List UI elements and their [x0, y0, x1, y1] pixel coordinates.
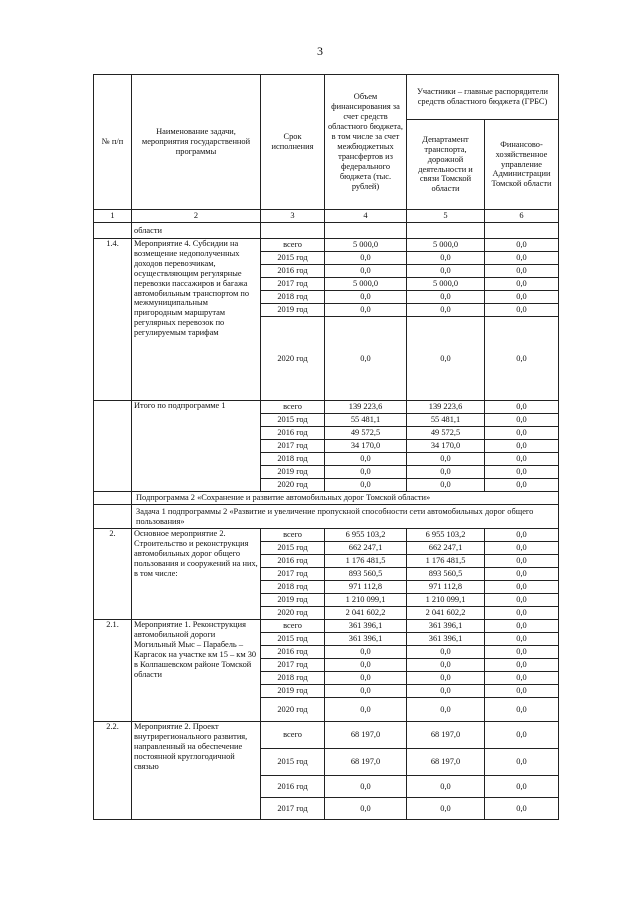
volume-cell: 1 210 099,1 — [325, 594, 407, 607]
header-index-5: 5 — [407, 210, 485, 223]
term-cell: 2017 год — [261, 798, 325, 820]
header-volume: Объем финансирования за счет средств областного бюджета, в том числе за счет межбюджетных трансфертов из федерального бюджета (тыс. рублей) — [325, 75, 407, 210]
term-cell: 2020 год — [261, 317, 325, 401]
volume-cell: 361 396,1 — [325, 620, 407, 633]
dept-cell: 0,0 — [407, 304, 485, 317]
fin-cell: 0,0 — [485, 581, 559, 594]
fin-cell: 0,0 — [485, 672, 559, 685]
dept-cell: 361 396,1 — [407, 620, 485, 633]
dept-cell: 0,0 — [407, 317, 485, 401]
financing-table — [93, 74, 559, 820]
dept-cell: 0,0 — [407, 453, 485, 466]
page-number: 3 — [317, 44, 323, 58]
dept-cell: 5 000,0 — [407, 278, 485, 291]
fin-cell: 0,0 — [485, 555, 559, 568]
header-num: № п/п — [94, 75, 132, 210]
term-cell: 2018 год — [261, 453, 325, 466]
dept-cell: 0,0 — [407, 672, 485, 685]
fin-cell: 0,0 — [485, 633, 559, 646]
term-cell: 2017 год — [261, 568, 325, 581]
item-number: 1.4. — [94, 239, 132, 401]
term-cell: 2019 год — [261, 594, 325, 607]
term-cell: 2018 год — [261, 581, 325, 594]
volume-cell: 0,0 — [325, 291, 407, 304]
dept-cell: 893 560,5 — [407, 568, 485, 581]
fin-cell: 0,0 — [485, 749, 559, 776]
term-cell: 2017 год — [261, 440, 325, 453]
caption-num-cell — [94, 492, 132, 505]
term-cell: 2019 год — [261, 304, 325, 317]
header-participants: Участники – главные распорядители средств областного бюджета (ГРБС) — [407, 75, 559, 120]
dept-cell: 2 041 602,2 — [407, 607, 485, 620]
term-cell: 2016 год — [261, 555, 325, 568]
item-name: Основное мероприятие 2. Строительство и реконструкция автомобильных дорог общего пользования и сооружений на них, в том числе: — [132, 529, 261, 620]
term-cell: 2020 год — [261, 607, 325, 620]
header-index-4: 4 — [325, 210, 407, 223]
item-number: 2.2. — [94, 722, 132, 820]
caption-num-cell — [94, 505, 132, 529]
header-index-6: 6 — [485, 210, 559, 223]
fin-cell: 0,0 — [485, 646, 559, 659]
table-row — [94, 401, 559, 414]
volume-cell: 1 176 481,5 — [325, 555, 407, 568]
header-term: Срок исполнения — [261, 75, 325, 210]
volume-cell: 0,0 — [325, 317, 407, 401]
volume-cell: 0,0 — [325, 659, 407, 672]
fin-cell: 0,0 — [485, 798, 559, 820]
item-name: Мероприятие 4. Субсидии на возмещение недополученных доходов перевозчикам, осуществляющим регулярные перевозки пассажиров и багажа автомобильным транспортом по межмуниципальным пригородным маршрутам регулярных перевозок по регулируемым тарифам — [132, 239, 261, 401]
dept-cell: 0,0 — [407, 252, 485, 265]
table-row — [94, 239, 559, 252]
fin-cell: 0,0 — [485, 607, 559, 620]
fin-cell: 0,0 — [485, 317, 559, 401]
volume-cell: 68 197,0 — [325, 722, 407, 749]
fin-cell: 0,0 — [485, 304, 559, 317]
item-name: Мероприятие 1. Реконструкция автомобильной дороги Могильный Мыс – Парабель – Каргасок на участке км 15 – км 30 в Колпашевском районе Томской области — [132, 620, 261, 722]
term-cell: 2015 год — [261, 633, 325, 646]
volume-cell: 0,0 — [325, 672, 407, 685]
term-cell: 2015 год — [261, 749, 325, 776]
fin-cell: 0,0 — [485, 466, 559, 479]
table-row — [94, 529, 559, 542]
volume-cell: 49 572,5 — [325, 427, 407, 440]
fin-cell: 0,0 — [485, 291, 559, 304]
volume-cell: 0,0 — [325, 466, 407, 479]
term-cell: 2017 год — [261, 659, 325, 672]
term-cell: 2015 год — [261, 252, 325, 265]
dept-cell: 5 000,0 — [407, 239, 485, 252]
fin-cell: 0,0 — [485, 440, 559, 453]
volume-cell: 0,0 — [325, 453, 407, 466]
table-row — [94, 722, 559, 749]
dept-cell: 68 197,0 — [407, 749, 485, 776]
header-name: Наименование задачи, мероприятия государственной программы — [132, 75, 261, 210]
fin-cell: 0,0 — [485, 698, 559, 722]
volume-cell: 0,0 — [325, 479, 407, 492]
dept-cell: 0,0 — [407, 265, 485, 278]
dept-cell: 0,0 — [407, 685, 485, 698]
item-number — [94, 401, 132, 492]
volume-cell: 0,0 — [325, 304, 407, 317]
volume-cell: 139 223,6 — [325, 401, 407, 414]
term-cell: всего — [261, 401, 325, 414]
volume-cell: 55 481,1 — [325, 414, 407, 427]
volume-cell: 6 955 103,2 — [325, 529, 407, 542]
dept-cell: 68 197,0 — [407, 722, 485, 749]
volume-cell: 662 247,1 — [325, 542, 407, 555]
volume-cell: 971 112,8 — [325, 581, 407, 594]
volume-cell: 361 396,1 — [325, 633, 407, 646]
volume-cell: 5 000,0 — [325, 278, 407, 291]
volume-cell: 2 041 602,2 — [325, 607, 407, 620]
dept-cell: 6 955 103,2 — [407, 529, 485, 542]
item-name: Мероприятие 2. Проект внутрирегионального развития, направленный на обеспечение постоянной круглогодичной связью — [132, 722, 261, 820]
term-cell: 2019 год — [261, 466, 325, 479]
fin-cell: 0,0 — [485, 722, 559, 749]
header-dept: Департамент транспорта, дорожной деятельности и связи Томской области — [407, 120, 485, 210]
continuation-text: области — [132, 223, 261, 239]
header-index-1: 1 — [94, 210, 132, 223]
term-cell: 2020 год — [261, 479, 325, 492]
volume-cell: 5 000,0 — [325, 239, 407, 252]
term-cell: 2018 год — [261, 291, 325, 304]
term-cell: 2016 год — [261, 265, 325, 278]
dept-cell: 0,0 — [407, 479, 485, 492]
fin-cell: 0,0 — [485, 239, 559, 252]
fin-cell: 0,0 — [485, 427, 559, 440]
fin-cell: 0,0 — [485, 453, 559, 466]
fin-cell: 0,0 — [485, 776, 559, 798]
volume-cell: 893 560,5 — [325, 568, 407, 581]
header-fin: Финансово-хозяйственное управление Администрации Томской области — [485, 120, 559, 210]
term-cell: 2019 год — [261, 685, 325, 698]
volume-cell: 0,0 — [325, 798, 407, 820]
term-cell: 2018 год — [261, 672, 325, 685]
dept-cell: 0,0 — [407, 646, 485, 659]
fin-cell: 0,0 — [485, 252, 559, 265]
dept-cell: 49 572,5 — [407, 427, 485, 440]
header-index-3: 3 — [261, 210, 325, 223]
fin-cell: 0,0 — [485, 542, 559, 555]
dept-cell: 361 396,1 — [407, 633, 485, 646]
term-cell: 2016 год — [261, 646, 325, 659]
term-cell: 2020 год — [261, 698, 325, 722]
term-cell: 2017 год — [261, 278, 325, 291]
dept-cell: 0,0 — [407, 466, 485, 479]
term-cell: всего — [261, 620, 325, 633]
dept-cell: 0,0 — [407, 698, 485, 722]
volume-cell: 0,0 — [325, 776, 407, 798]
fin-cell: 0,0 — [485, 529, 559, 542]
volume-cell: 34 170,0 — [325, 440, 407, 453]
dept-cell: 34 170,0 — [407, 440, 485, 453]
volume-cell: 68 197,0 — [325, 749, 407, 776]
dept-cell: 971 112,8 — [407, 581, 485, 594]
item-number: 2. — [94, 529, 132, 620]
fin-cell: 0,0 — [485, 265, 559, 278]
dept-cell: 0,0 — [407, 291, 485, 304]
section-caption: Подпрограмма 2 «Сохранение и развитие автомобильных дорог Томской области» — [132, 492, 559, 505]
dept-cell: 0,0 — [407, 776, 485, 798]
dept-cell: 139 223,6 — [407, 401, 485, 414]
fin-cell: 0,0 — [485, 278, 559, 291]
term-cell: 2015 год — [261, 542, 325, 555]
fin-cell: 0,0 — [485, 414, 559, 427]
fin-cell: 0,0 — [485, 594, 559, 607]
fin-cell: 0,0 — [485, 568, 559, 581]
header-index-2: 2 — [132, 210, 261, 223]
volume-cell: 0,0 — [325, 646, 407, 659]
dept-cell: 55 481,1 — [407, 414, 485, 427]
dept-cell: 0,0 — [407, 798, 485, 820]
term-cell: 2016 год — [261, 776, 325, 798]
volume-cell: 0,0 — [325, 698, 407, 722]
term-cell: 2015 год — [261, 414, 325, 427]
fin-cell: 0,0 — [485, 620, 559, 633]
term-cell: всего — [261, 722, 325, 749]
term-cell: всего — [261, 529, 325, 542]
item-number: 2.1. — [94, 620, 132, 722]
dept-cell: 1 176 481,5 — [407, 555, 485, 568]
item-name: Итого по подпрограмме 1 — [132, 401, 261, 492]
volume-cell: 0,0 — [325, 265, 407, 278]
term-cell: 2016 год — [261, 427, 325, 440]
volume-cell: 0,0 — [325, 252, 407, 265]
fin-cell: 0,0 — [485, 685, 559, 698]
dept-cell: 1 210 099,1 — [407, 594, 485, 607]
dept-cell: 662 247,1 — [407, 542, 485, 555]
table-row — [94, 620, 559, 633]
volume-cell: 0,0 — [325, 685, 407, 698]
dept-cell: 0,0 — [407, 659, 485, 672]
fin-cell: 0,0 — [485, 479, 559, 492]
section-caption: Задача 1 подпрограммы 2 «Развитие и увеличение пропускной способности сети автомобильных дорог общего пользования» — [132, 505, 559, 529]
term-cell: всего — [261, 239, 325, 252]
fin-cell: 0,0 — [485, 659, 559, 672]
fin-cell: 0,0 — [485, 401, 559, 414]
